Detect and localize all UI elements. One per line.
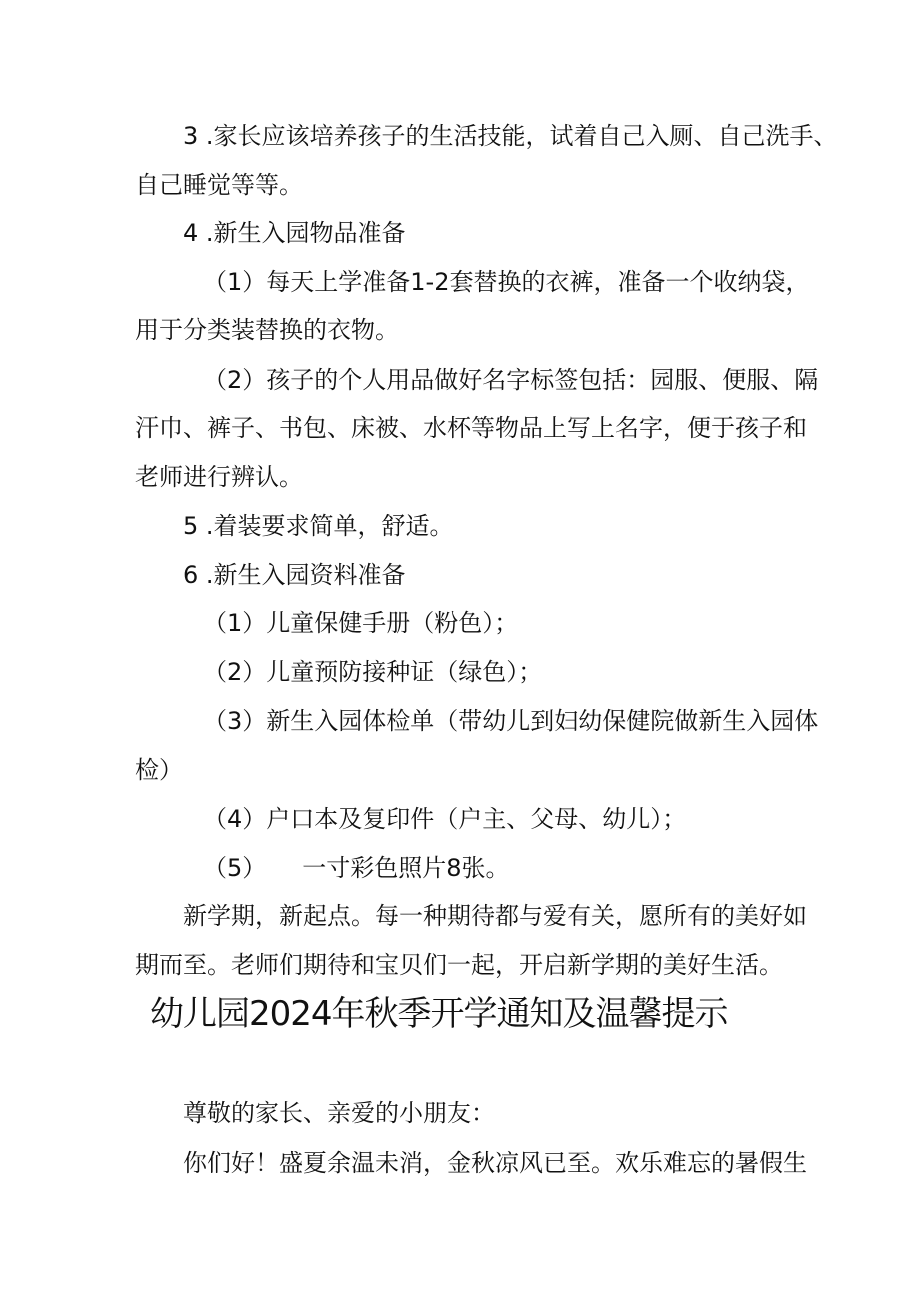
item-6-5-text: 一寸彩色照片8张。 xyxy=(302,854,510,882)
item-6-4: （4）户口本及复印件（户主、父母、幼儿）； xyxy=(203,805,687,833)
closing-line-2: 期而至。老师们期待和宝贝们一起，开启新学期的美好生活。 xyxy=(135,951,783,979)
paragraph-5: 5 .着装要求简单，舒适。 xyxy=(183,512,454,540)
closing-line-1: 新学期，新起点。每一种期待都与爱有关，愿所有的美好如 xyxy=(183,902,807,930)
notice-title: 幼儿园2024年秋季开学通知及温馨提示 xyxy=(150,994,728,1034)
item-4-2-line-2: 汗巾、裤子、书包、床被、水杯等物品上写上名字，便于孩子和 xyxy=(135,414,807,442)
item-4-1-line-1: （1）每天上学准备1-2套替换的衣裤，准备一个收纳袋， xyxy=(203,268,810,296)
item-6-5 xyxy=(203,851,510,885)
item-4-2-line-3: 老师进行辨认。 xyxy=(135,463,303,491)
paragraph-4-heading: 4 .新生入园物品准备 xyxy=(183,219,406,247)
greeting-line: 尊敬的家长、亲爱的小朋友： xyxy=(183,1099,495,1127)
paragraph-6-heading: 6 .新生入园资料准备 xyxy=(183,561,406,589)
paragraph-3-line-2: 自己睡觉等等。 xyxy=(135,171,303,199)
item-6-2: （2）儿童预防接种证（绿色）； xyxy=(203,658,543,686)
paragraph-3-line-1: 3 .家长应该培养孩子的生活技能，试着自己入厕、自己洗手、 xyxy=(183,122,838,150)
intro-line-1: 你们好！盛夏余温未消，金秋凉风已至。欢乐难忘的暑假生 xyxy=(183,1149,807,1177)
item-4-2-line-1: （2）孩子的个人用品做好名字标签包括：园服、便服、隔 xyxy=(203,366,819,394)
item-6-3-line-2: 检） xyxy=(135,756,183,784)
item-4-1-line-2: 用于分类装替换的衣物。 xyxy=(135,316,399,344)
item-6-3-line-1: （3）新生入园体检单（带幼儿到妇幼保健院做新生入园体 xyxy=(203,707,819,735)
item-6-5-number: （5） xyxy=(203,854,267,882)
item-6-1: （1）儿童保健手册（粉色）； xyxy=(203,609,519,637)
